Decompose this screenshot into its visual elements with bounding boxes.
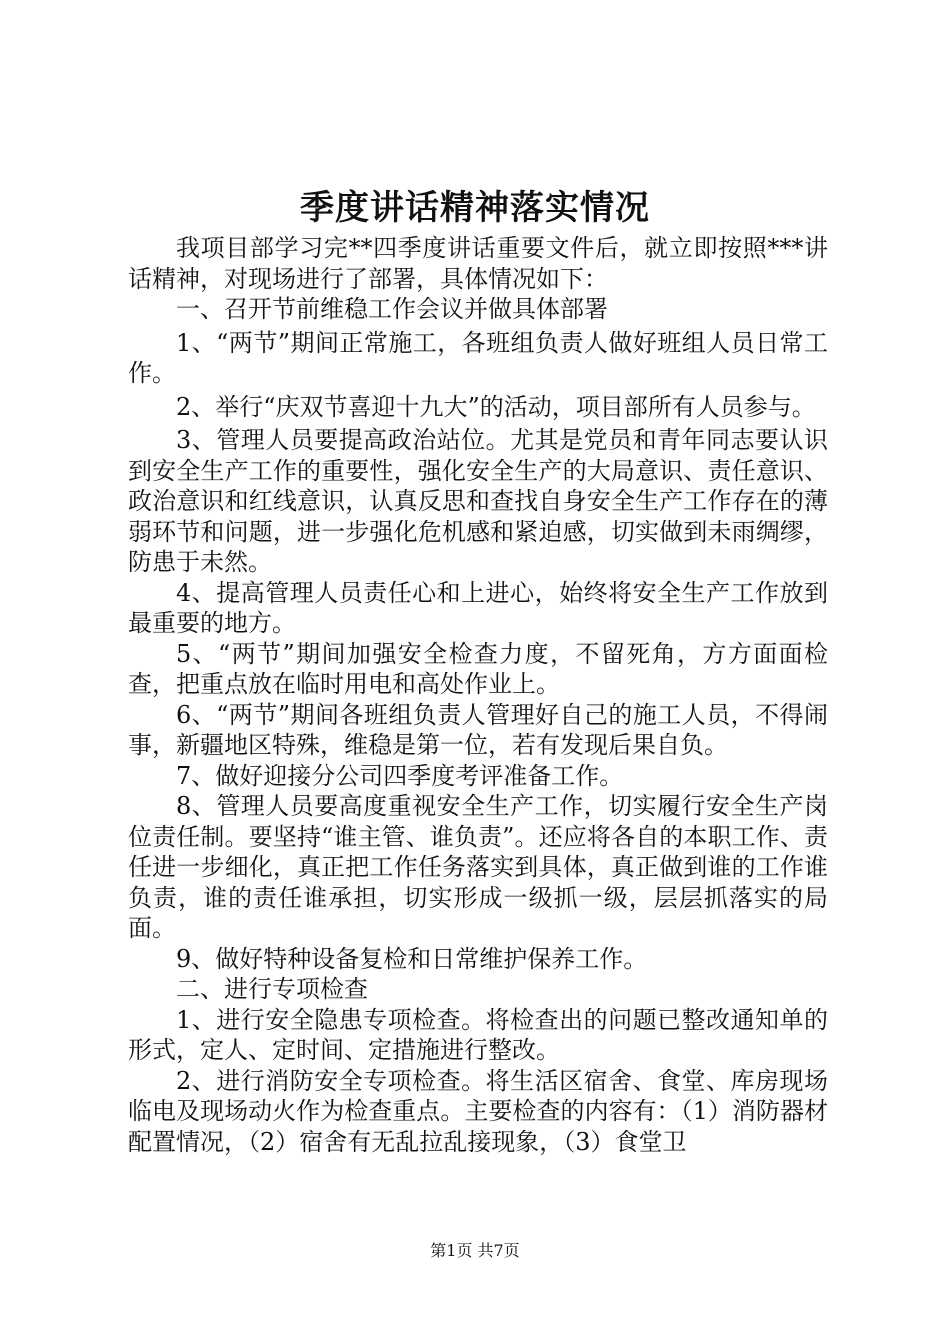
document-title: 季度讲话精神落实情况 xyxy=(300,188,650,228)
paragraph-item: 1、“两节”期间正常施工，各班组负责人做好班组人员日常工作。 xyxy=(128,328,828,387)
paragraph-item: 8、管理人员要高度重视安全生产工作，切实履行安全生产岗位责任制。要坚持“谁主管、谁负责”。还应将各自的本职工作、责任进一步细化，真正把工作任务落实到具体，真正做到谁的工作谁负责，谁的责任谁承担，切实形成一级抓一级，层层抓落实的局面。 xyxy=(128,792,828,942)
paragraph-item: 6、“两节”期间各班组负责人管理好自己的施工人员，不得闹事，新疆地区特殊，维稳是第一位，若有发现后果自负。 xyxy=(128,700,828,759)
section-heading-2: 二、进行专项检查 xyxy=(176,975,368,1003)
paragraph-item: 5、“两节”期间加强安全检查力度，不留死角，方方面面检查，把重点放在临时用电和高处作业上。 xyxy=(128,639,828,698)
paragraph-item: 7、做好迎接分公司四季度考评准备工作。 xyxy=(176,761,624,790)
paragraph-intro: 我项目部学习完**四季度讲话重要文件后，就立即按照***讲话精神，对现场进行了部署，具体情况如下： xyxy=(128,234,828,293)
paragraph-item: 4、提高管理人员责任心和上进心，始终将安全生产工作放到最重要的地方。 xyxy=(128,578,828,637)
paragraph-item: 3、管理人员要提高政治站位。尤其是党员和青年同志要认识到安全生产工作的重要性，强化安全生产的大局意识、责任意识、政治意识和红线意识，认真反思和查找自身安全生产工作存在的薄弱环节和问题，进一步强化危机感和紧迫感，切实做到未雨绸缪，防患于未然。 xyxy=(128,426,828,576)
document-body xyxy=(128,233,828,1157)
section-heading-1: 一、召开节前维稳工作会议并做具体部署 xyxy=(176,295,608,323)
paragraph-item: 9、做好特种设备复检和日常维护保养工作。 xyxy=(176,944,648,973)
paragraph-item: 2、进行消防安全专项检查。将生活区宿舍、食堂、库房现场临电及现场动火作为检查重点。主要检查的内容有：（1）消防器材配置情况，（2）宿舍有无乱拉乱接现象，（3）食堂卫 xyxy=(128,1066,828,1156)
paragraph-item: 1、进行安全隐患专项检查。将检查出的问题已整改通知单的形式，定人、定时间、定措施进行整改。 xyxy=(128,1005,828,1064)
paragraph-item: 2、举行“庆双节喜迎十九大”的活动，项目部所有人员参与。 xyxy=(176,392,816,421)
page-number: 第1页 共7页 xyxy=(430,1241,520,1260)
